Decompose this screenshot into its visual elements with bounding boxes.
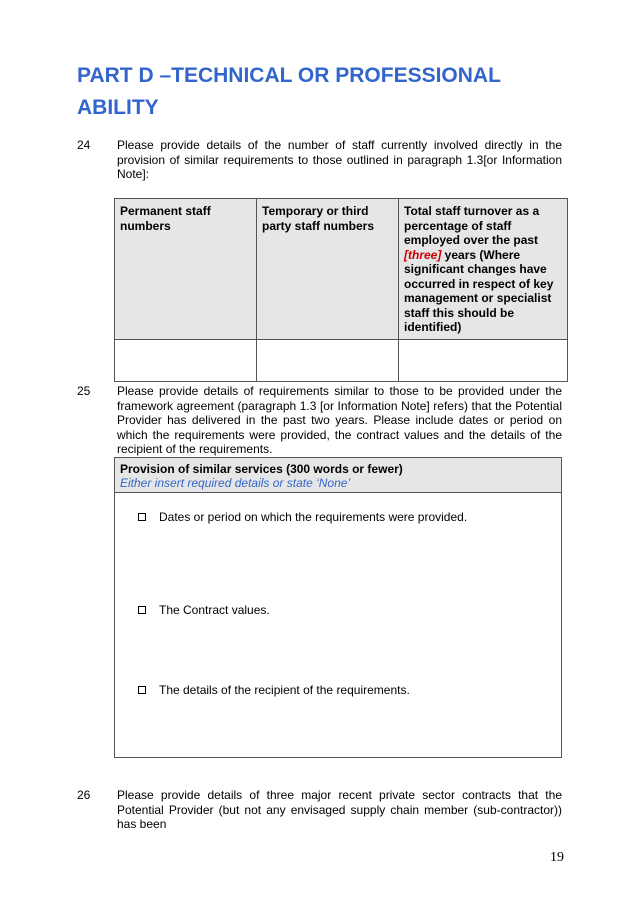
turnover-cell[interactable] bbox=[399, 339, 568, 381]
turnover-text-start: Total staff turnover as a percentage of staff employed over the past bbox=[404, 204, 540, 247]
permanent-staff-cell[interactable] bbox=[115, 339, 257, 381]
header-staff-turnover bbox=[399, 199, 568, 340]
table-row bbox=[115, 339, 568, 381]
similar-services-box[interactable] bbox=[114, 457, 562, 758]
question-number: 25 bbox=[77, 384, 91, 398]
header-temporary-staff: Temporary or third party staff numbers bbox=[257, 199, 399, 340]
checkbox-bullet-icon bbox=[138, 686, 146, 694]
question-24 bbox=[77, 138, 562, 182]
section-heading: PART D –TECHNICAL OR PROFESSIONAL ABILITY bbox=[77, 64, 501, 119]
list-item: Dates or period on which the requirements were provided. bbox=[138, 510, 467, 524]
question-text: Please provide details of the number of staff currently involved directly in the provision of similar requirements to those outlined in paragraph 1.3[or Information Note]: bbox=[117, 138, 562, 181]
page-number: 19 bbox=[550, 850, 564, 865]
checkbox-bullet-icon bbox=[138, 606, 146, 614]
temporary-staff-cell[interactable] bbox=[257, 339, 399, 381]
turnover-text-end: years (Where significant changes have occurred in respect of key management or specialist staff this should be identified) bbox=[404, 247, 554, 334]
turnover-years-placeholder: [three] bbox=[404, 247, 442, 262]
checkbox-bullet-icon bbox=[138, 513, 146, 521]
box-header bbox=[115, 458, 561, 493]
staff-table bbox=[114, 198, 568, 382]
question-number: 26 bbox=[77, 788, 91, 802]
list-item: The Contract values. bbox=[138, 603, 270, 617]
box-instruction: Either insert required details or state ‘None’ bbox=[120, 476, 351, 490]
question-text: Please provide details of three major recent private sector contracts that the Potential Provider (but not any envisaged supply chain member (sub-contractor)) has been bbox=[117, 788, 562, 831]
table-header-row bbox=[115, 199, 568, 340]
question-text: Please provide details of requirements similar to those to be provided under the framework agreement (paragraph 1.3 [or Information Note] refers) that the Potential Provider has delivered in the past two years. Please include dates or period on which the requirements were provided, the contract values and the details of the recipient of the requirements. bbox=[117, 384, 562, 456]
question-25 bbox=[77, 384, 562, 457]
header-permanent-staff: Permanent staff numbers bbox=[115, 199, 257, 340]
question-26 bbox=[77, 788, 562, 832]
list-item: The details of the recipient of the requirements. bbox=[138, 683, 410, 697]
box-title: Provision of similar services (300 words or fewer) bbox=[120, 462, 403, 476]
question-number: 24 bbox=[77, 138, 91, 152]
